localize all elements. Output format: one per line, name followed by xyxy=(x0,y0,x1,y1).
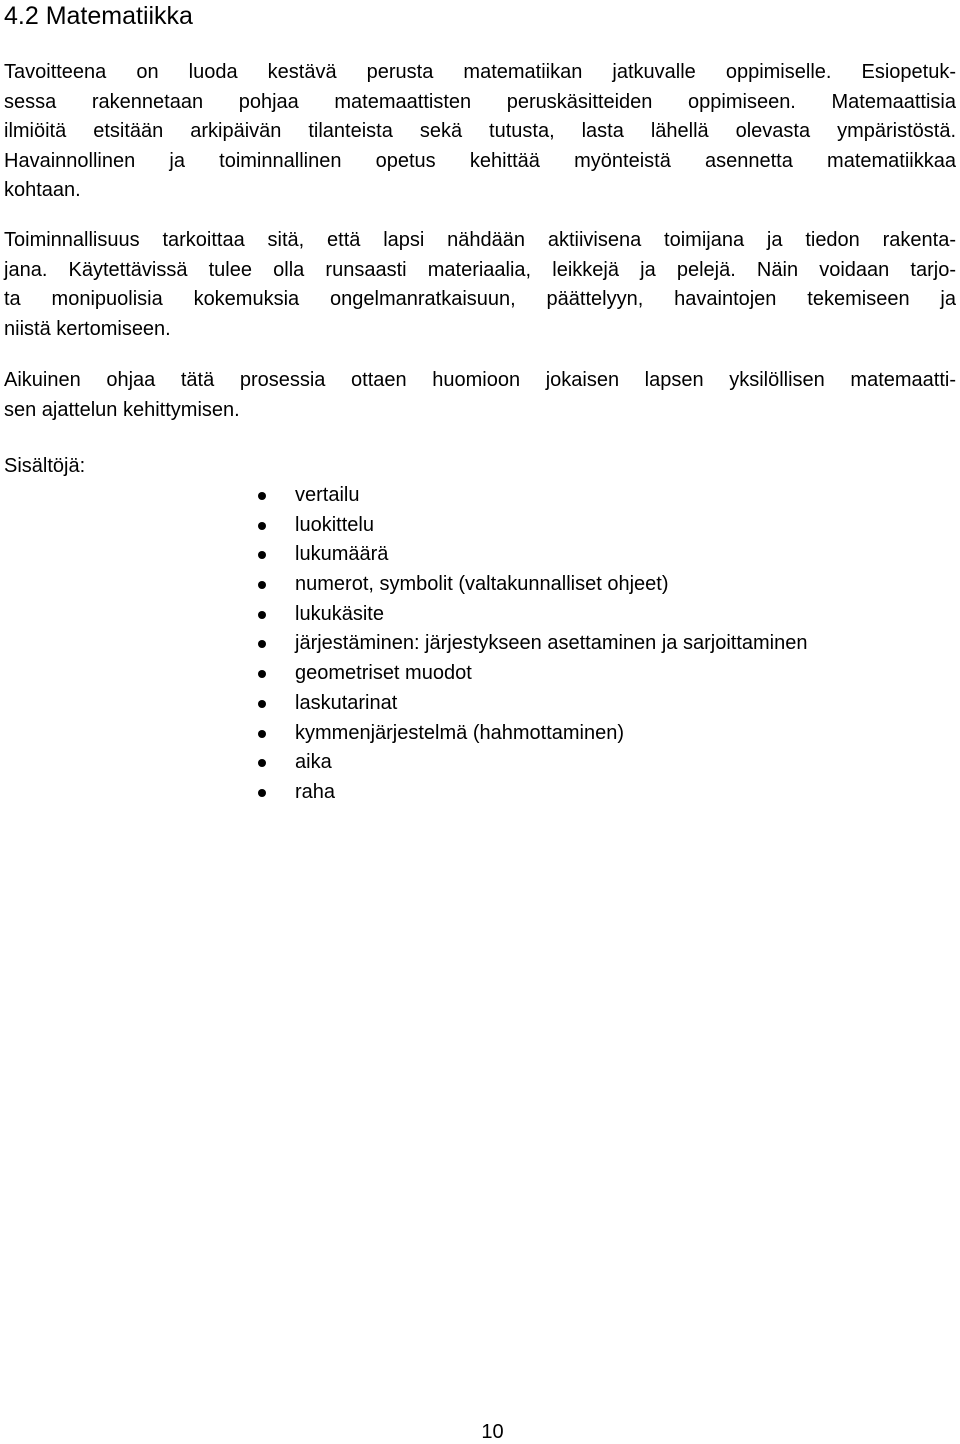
list-item-text: lukumäärä xyxy=(295,543,389,566)
contents-label: Sisältöjä: xyxy=(4,455,86,477)
bullet-icon xyxy=(258,581,266,589)
bullet-icon xyxy=(258,522,266,530)
paragraph-line: Aikuinen ohjaa tätä prosessia ottaen huomioon jokaisen lapsen yksilöllisen matemaatti- xyxy=(4,369,956,391)
list-item-text: geometriset muodot xyxy=(295,662,472,685)
paragraph-line: ilmiöitä etsitään arkipäivän tilanteista sekä tutusta, lasta lähellä olevasta ympäristöstä. xyxy=(4,120,956,143)
bullet-icon xyxy=(258,492,266,500)
list-item-text: laskutarinat xyxy=(295,691,398,714)
list-item-text: järjestäminen: järjestykseen asettaminen ja sarjoittaminen xyxy=(295,632,808,655)
list-item-text: vertailu xyxy=(295,484,360,506)
bullet-icon xyxy=(258,700,266,708)
bullet-icon xyxy=(258,730,266,738)
paragraph-line: jana. Käytettävissä tulee olla runsaasti materiaalia, leikkejä ja pelejä. Näin voidaan tarjo- xyxy=(4,258,956,281)
section-heading: 4.2 Matematiikka xyxy=(4,2,193,30)
paragraph-line: ta monipuolisia kokemuksia ongelmanratkaisuun, päättelyyn, havaintojen tekemiseen ja xyxy=(4,288,956,311)
paragraph-line: kohtaan. xyxy=(4,179,81,202)
bullet-icon xyxy=(258,551,266,559)
paragraph-line: Tavoitteena on luoda kestävä perusta matematiikan jatkuvalle oppimiselle. Esiopetuk- xyxy=(4,61,956,83)
paragraph-line: niistä kertomiseen. xyxy=(4,317,171,340)
list-item-text: raha xyxy=(295,780,336,803)
bullet-icon xyxy=(258,670,266,678)
paragraph-goals xyxy=(4,58,956,206)
list-item-text: kymmenjärjestelmä (hahmottaminen) xyxy=(295,721,625,744)
list-item-text: lukukäsite xyxy=(295,602,384,625)
paragraph-line: Havainnollinen ja toiminnallinen opetus kehittää myönteistä asennetta matematiikkaa xyxy=(4,149,956,172)
bullet-icon xyxy=(258,759,266,767)
bullet-icon xyxy=(258,789,266,797)
list-item-text: aika xyxy=(295,751,332,774)
page-number: 10 xyxy=(481,1421,504,1443)
paragraph-functionality xyxy=(4,226,956,344)
bullet-icon xyxy=(258,640,266,648)
paragraph-line: Toiminnallisuus tarkoittaa sitä, että lapsi nähdään aktiivisena toimijana ja tiedon rakenta- xyxy=(4,229,956,251)
paragraph-adult-role xyxy=(4,366,956,425)
paragraph-line: sen ajattelun kehittymisen. xyxy=(4,398,240,421)
list-item-text: numerot, symbolit (valtakunnalliset ohjeet) xyxy=(295,573,669,596)
list-item-text: luokittelu xyxy=(295,513,374,536)
paragraph-line: sessa rakennetaan pohjaa matemaattisten peruskäsitteiden oppimiseen. Matemaattisia xyxy=(4,90,956,113)
bullet-icon xyxy=(258,611,266,619)
